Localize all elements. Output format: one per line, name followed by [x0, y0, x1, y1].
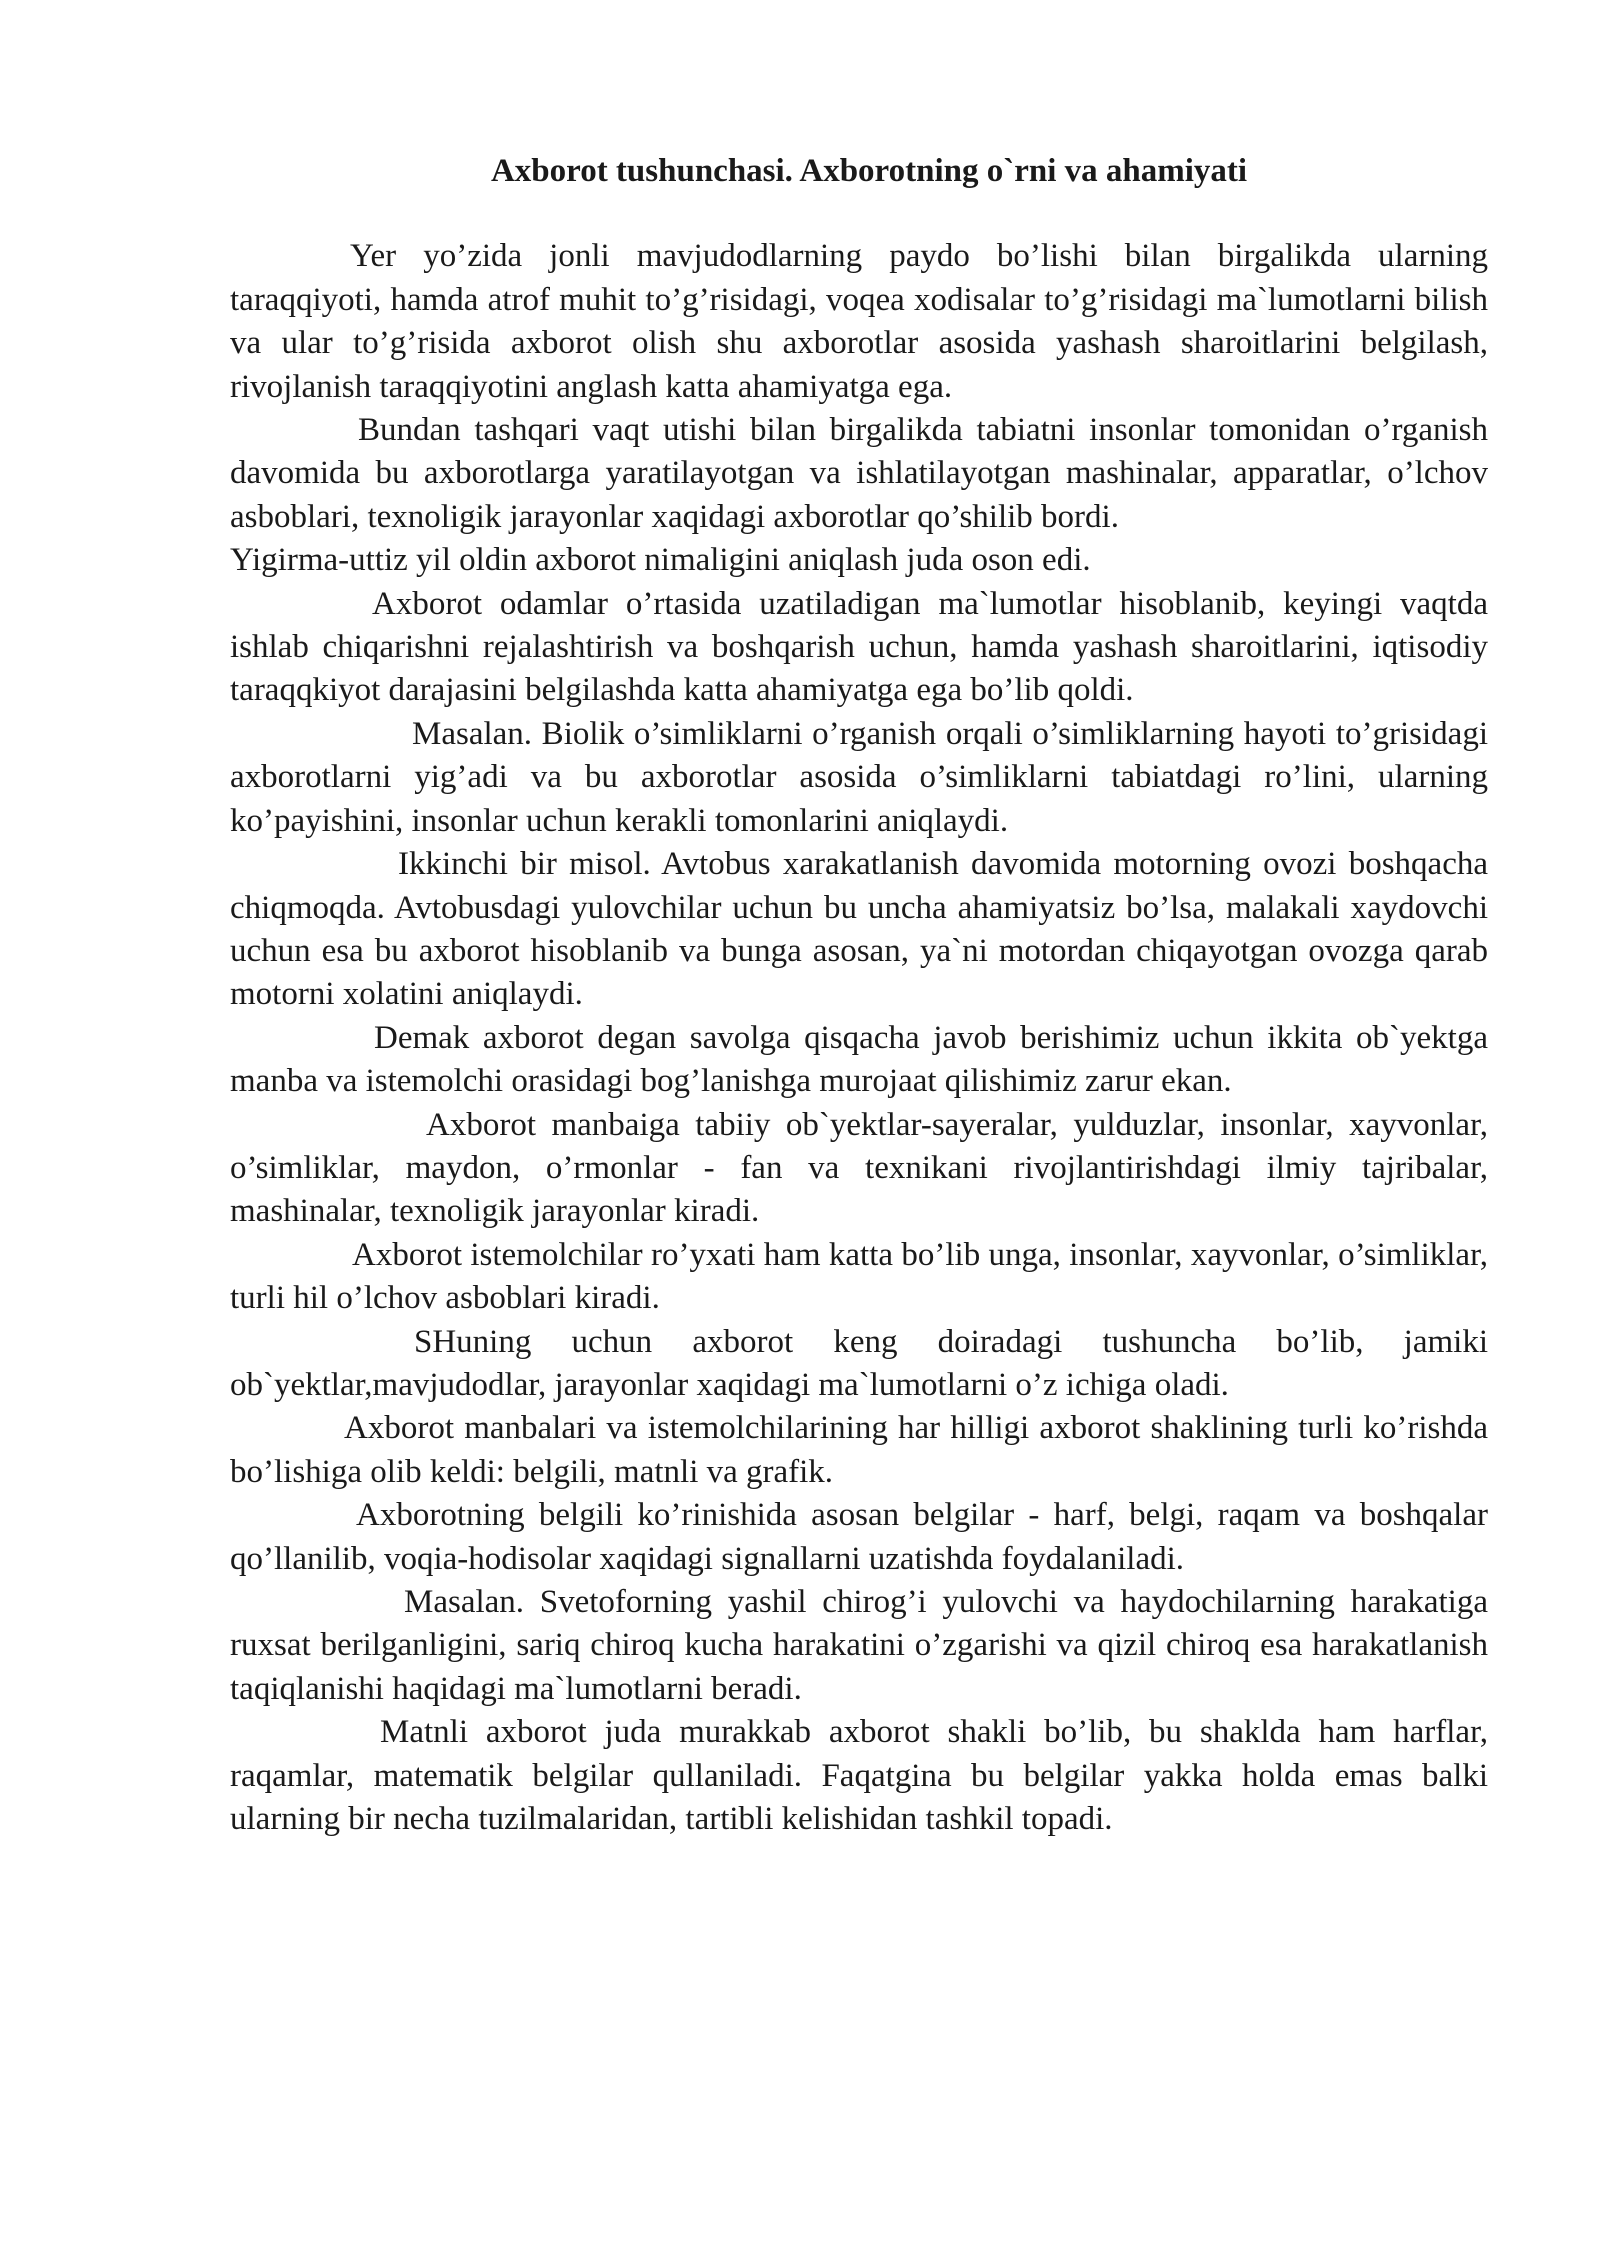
paragraph: Axborot istemolchilar ro’yxati ham katta bo’lib unga, insonlar, xayvonlar, o’simliklar, turli hil o’lchov asboblari kiradi. [230, 1236, 1488, 1317]
paragraph: Masalan. Biolik o’simliklarni o’rganish orqali o’simliklarning hayoti to’grisidagi axborotlarni yig’adi va bu axborotlar asosida o’simliklarni tabiatdagi ro’lini, ularning ko’payishini, insonlar uchun kerakli tomonlarini aniqlaydi. [230, 715, 1488, 839]
paragraph: Matnli axborot juda murakkab axborot shakli bo’lib, bu shaklda ham harflar, raqamlar, matematik belgilar qullaniladi. Faqatgina bu belgilar yakka holda emas balki ularning bir necha tuzilmalaridan, tartibli kelishidan tashkil topadi. [230, 1714, 1488, 1838]
paragraph: Axborot odamlar o’rtasida uzatiladigan ma`lumotlar hisoblanib, keyingi vaqtda ishlab chiqarishni rejalashtirish va boshqarish uchun, hamda yashash sharoitlarini, iqtisodiy taraqqkiyot darajasini belgilashda katta ahamiyatga ega bo’lib qoldi. [230, 585, 1488, 709]
document-title: Axborot tushunchasi. Axborotning o`rni va ahamiyati [490, 153, 1248, 189]
paragraph: Masalan. Svetoforning yashil chirog’i yulovchi va haydochilarning harakatiga ruxsat berilganligini, sariq chiroq kucha harakatini o’zgarishi va qizil chiroq esa harakatlanish taqiqlanishi haqidagi ma`lumotlarni beradi. [230, 1584, 1488, 1707]
paragraph: Axborotning belgili ko’rinishida asosan belgilar - harf, belgi, raqam va boshqalar qo’llanilib, voqia-hodisolar xaqidagi signallarni uzatishda foydalaniladi. [230, 1497, 1488, 1577]
paragraph: SHuning uchun axborot keng doiradagi tushuncha bo’lib, jamiki ob`yektlar,mavjudodlar, jarayonlar xaqidagi ma`lumotlarni o’z ichiga oladi. [230, 1323, 1488, 1403]
paragraph: Yigirma-uttiz yil oldin axborot nimaligini aniqlash juda oson edi. [230, 542, 1091, 579]
paragraph: Axborot manbaiga tabiiy ob`yektlar-sayeralar, yulduzlar, insonlar, xayvonlar, o’simliklar, maydon, o’rmonlar - fan va texnikani rivojlantirishdagi ilmiy tajribalar, mashinalar, texnoligik jarayonlar kiradi. [230, 1106, 1488, 1230]
paragraph: Ikkinchi bir misol. Avtobus xarakatlanish davomida motorning ovozi boshqacha chiqmoqda. Avtobusdagi yulovchilar uchun bu uncha ahamiyatsiz bo’lsa, malakali xaydovchi uchun esa bu axborot hisoblanib va bunga asosan, ya`ni motordan chiqayotgan ovozga qarab motorni xolatini aniqlaydi. [230, 846, 1488, 1013]
document-body [230, 235, 1488, 1841]
paragraph: Yer yo’zida jonli mavjudodlarning paydo bo’lishi bilan birgalikda ularning taraqqiyoti, hamda atrof muhit to’g’risidagi, voqea xodisalar to’g’risidagi ma`lumotlarni bilish va ular to’g’risida axborot olish shu axborotlar asosida yashash sharoitlarini belgilash, rivojlanish taraqqiyotini anglash katta ahamiyatga ega. [230, 238, 1488, 405]
paragraph: Demak axborot degan savolga qisqacha javob berishimiz uchun ikkita ob`yektga manba va istemolchi orasidagi bog’lanishga murojaat qilishimiz zarur ekan. [230, 1019, 1488, 1100]
document-page [230, 150, 1488, 1841]
paragraph: Bundan tashqari vaqt utishi bilan birgalikda tabiatni insonlar tomonidan o’rganish davomida bu axborotlarga yaratilayotgan va ishlatilayotgan mashinalar, apparatlar, o’lchov asboblari, texnoligik jarayonlar xaqidagi axborotlar qo’shilib bordi. [230, 412, 1488, 535]
paragraph: Axborot manbalari va istemolchilarining har hilligi axborot shaklining turli ko’rishda bo’lishiga olib keldi: belgili, matnli va grafik. [230, 1410, 1488, 1490]
